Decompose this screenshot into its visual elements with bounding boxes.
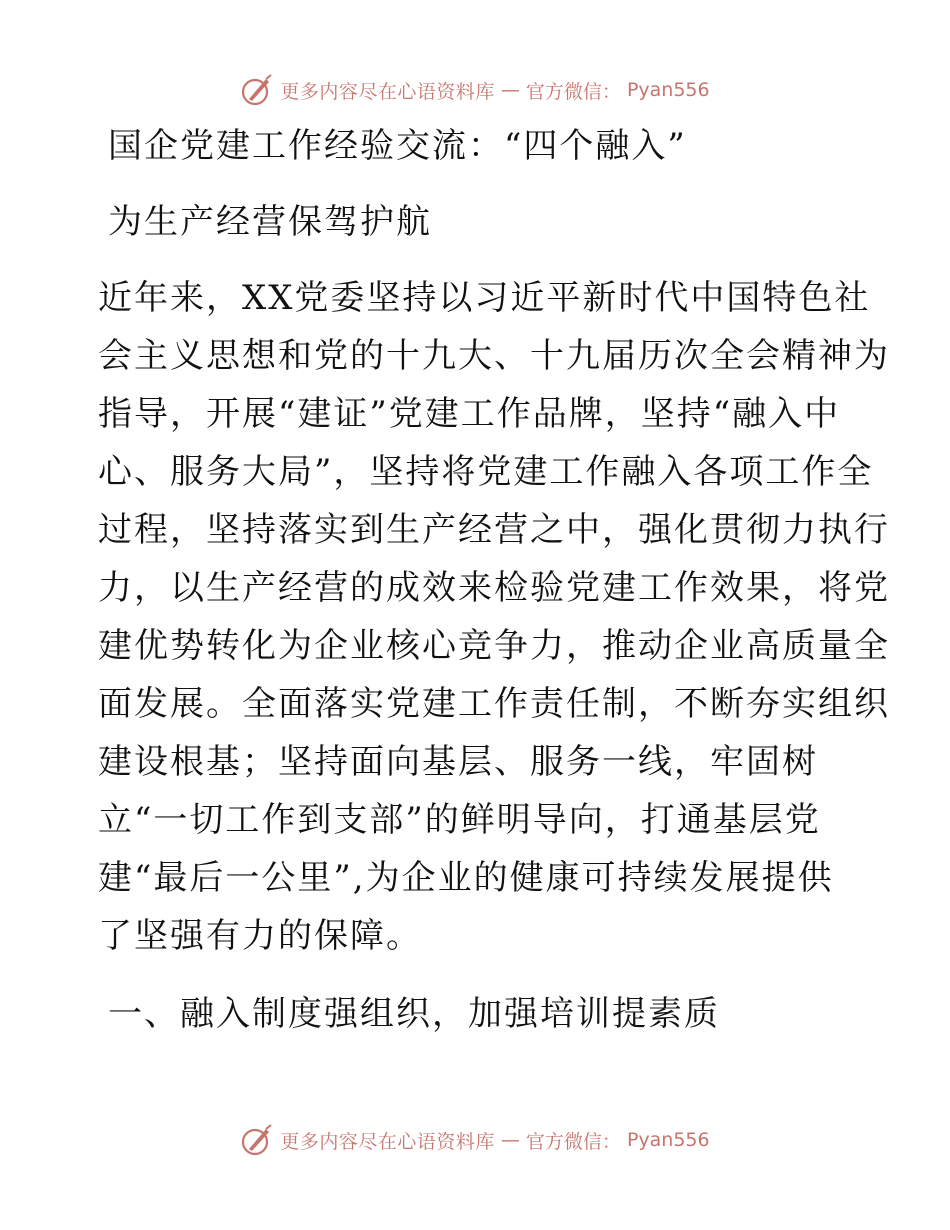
body-line: 建优势转化为企业核心竞争力，推动企业高质量全 xyxy=(98,626,890,666)
watermark-text: 更多内容尽在心语资料库 xyxy=(280,1130,495,1153)
section-heading: 一、融入制度强组织，加强培训提素质 xyxy=(108,994,720,1034)
document-title-line-2: 为生产经营保驾护航 xyxy=(108,202,432,242)
body-line: 指导，开展“建证”党建工作品牌，坚持“融入中 xyxy=(98,394,841,434)
watermark-wechat-label: 官方微信： xyxy=(525,1130,621,1153)
quill-pen-logo-icon xyxy=(240,73,274,107)
body-line: 了坚强有力的保障。 xyxy=(98,916,422,956)
watermark-wechat-label: 官方微信： xyxy=(525,80,621,103)
body-line: 建设根基；坚持面向基层、服务一线，牢固树 xyxy=(98,742,818,782)
body-line: 会主义思想和党的十九大、十九届历次全会精神为 xyxy=(98,336,890,376)
header-watermark xyxy=(0,70,950,110)
body-line: 近年来，XX党委坚持以习近平新时代中国特色社 xyxy=(98,278,871,318)
body-line: 过程，坚持落实到生产经营之中，强化贯彻力执行 xyxy=(98,510,890,550)
body-line: 立“一切工作到支部”的鲜明导向，打通基层党 xyxy=(98,800,821,840)
watermark-dash: — xyxy=(500,1129,520,1151)
body-line: 心、服务大局”，坚持将党建工作融入各项工作全 xyxy=(98,452,874,492)
body-line: 建“最后一公里”,为企业的健康可持续发展提供 xyxy=(98,858,834,898)
watermark-wechat-id: Pyan556 xyxy=(626,1129,710,1151)
watermark-dash: — xyxy=(500,79,520,101)
footer-watermark xyxy=(0,1120,950,1160)
document-title-line-1: 国企党建工作经验交流：“四个融入” xyxy=(108,126,687,166)
body-line: 力，以生产经营的成效来检验党建工作效果，将党 xyxy=(98,568,890,608)
watermark-text: 更多内容尽在心语资料库 xyxy=(280,80,495,103)
watermark-wechat-id: Pyan556 xyxy=(626,79,710,101)
body-line: 面发展。全面落实党建工作责任制，不断夯实组织 xyxy=(98,684,890,724)
quill-pen-logo-icon xyxy=(240,1123,274,1157)
